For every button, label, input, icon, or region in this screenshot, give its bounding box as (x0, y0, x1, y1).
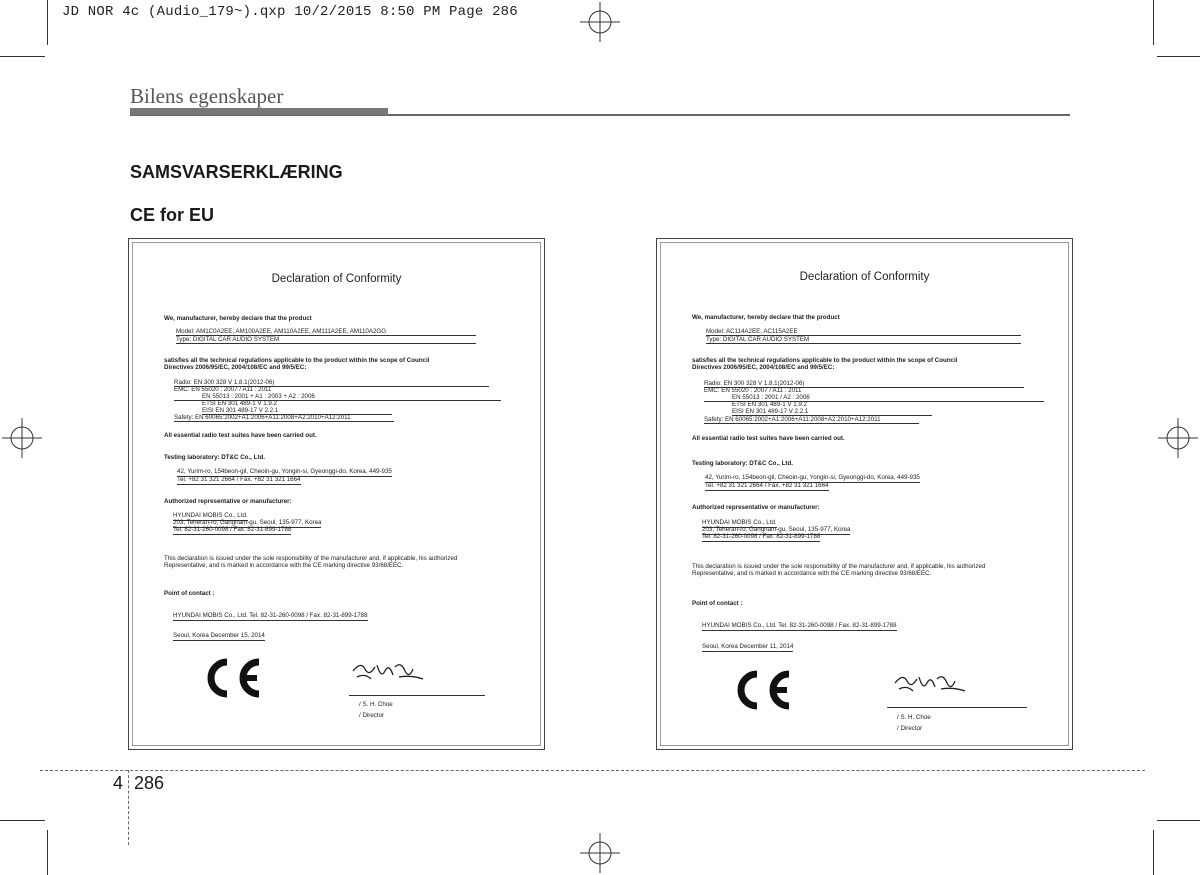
certificate-title: Declaration of Conformity (271, 273, 402, 285)
underline (174, 421, 394, 422)
rep-address: 203, Teheran-ro, Gangnam-gu, Seoul, 135-977, Korea (173, 519, 322, 526)
std-emc-2: EN 55013 : 2001 + A1 : 2003 + A2 : 2006 (202, 393, 315, 400)
crop-mark (47, 830, 48, 875)
certificate-left (128, 238, 545, 750)
footer-dashed-rule (40, 770, 1145, 771)
satisfies-line-1: satisfies all the technical regulations applicable to the product within the scope of Council (164, 357, 430, 364)
registration-mark-icon (2, 418, 42, 458)
type-line: Type: DIGITAL CAR AUDIO SYSTEM (176, 336, 280, 343)
model-line: Model: AM1C0A2EE, AM100A2EE, AM110A2EE, AM111A2EE, AM110A2GG (176, 328, 387, 335)
contact-line: HYUNDAI MOBIS Co., Ltd. Tel. 82-31-260-0098 / Fax. 82-31-899-1788 (173, 612, 368, 619)
crop-mark (1153, 830, 1154, 875)
std-emc: EMC: EN 55020 : 2007 / A11 : 2011 (174, 386, 272, 393)
crop-mark (1157, 56, 1200, 57)
declaration-line-2: Representative, and is marked in accordance with the CE marking directive 93/68/EEC. (164, 562, 404, 569)
footer-dashed-divider (128, 770, 129, 845)
tests-line: All essential radio test suites have been carried out. (692, 435, 845, 442)
contact-line: HYUNDAI MOBIS Co., Ltd. Tel. 82-31-260-0098 / Fax. 82-31-899-1788 (702, 622, 897, 629)
registration-mark-icon (580, 833, 620, 873)
certificate-title: Declaration of Conformity (799, 271, 930, 283)
rep-name: HYUNDAI MOBIS Co., Ltd. (702, 519, 777, 526)
sub-title: CE for EU (130, 205, 215, 225)
signer-title: / Director (897, 725, 923, 732)
std-etsi-1: ETSI EN 301 489-1 V 1.9.2 (732, 401, 807, 408)
page-number: 286 (134, 773, 165, 793)
lab-label: Testing laboratory: DT&C Co., Ltd. (164, 454, 265, 461)
crop-mark (1153, 0, 1154, 45)
lab-label: Testing laboratory: DT&C Co., Ltd. (692, 460, 793, 467)
type-line: Type: DIGITAL CAR AUDIO SYSTEM (706, 336, 810, 343)
tests-line: All essential radio test suites have been carried out. (164, 432, 317, 439)
crop-mark (0, 820, 45, 821)
registration-mark-icon (1158, 418, 1198, 458)
lab-address: 42, Yurim-ro, 154beon-gil, Cheoin-gu, Yongin-si, Gyeonggi-do, Korea, 449-935 (177, 468, 392, 475)
chapter-number: 4 (113, 773, 124, 793)
signer-title: / Director (359, 712, 385, 719)
signature-line (887, 707, 1027, 708)
print-slug: JD NOR 4c (Audio_179~).qxp 10/2/2015 8:50 PM Page 286 (62, 4, 518, 20)
std-etsi-2: EISI EN 301 489-17 V 2.2.1 (202, 407, 279, 414)
satisfies-line-1: satisfies all the technical regulations applicable to the product within the scope of Council (692, 357, 958, 364)
crop-mark (0, 56, 45, 57)
rep-address: 203, Teheran-ro, Gangnam-gu, Seoul, 135-977, Korea (702, 526, 851, 533)
std-radio: Radio: EN 300 328 V 1.8.1(2012-06) (174, 379, 275, 386)
chapter-header-title: Bilens egenskaper (130, 84, 284, 108)
std-etsi-1: ETSI EN 301 489-1 V 1.9.2 (202, 400, 277, 407)
satisfies-line-2: Directives 2006/95/EC, 2004/108/EC and 99/5/EC: (164, 364, 307, 371)
underline (176, 343, 476, 344)
underline (706, 343, 1021, 344)
place-date: Seoul, Korea December 15, 2014 (173, 632, 265, 639)
manufacturer-intro: We, manufacturer, hereby declare that the product (164, 315, 312, 322)
satisfies-line-2: Directives 2006/95/EC, 2004/108/EC and 99/5/EC: (692, 364, 835, 371)
contact-label: Point of contact : (164, 590, 215, 597)
signer-name: / S. H. Choe (897, 714, 931, 721)
rep-label: Authorized representative or manufacturer: (164, 498, 292, 505)
lab-phone: Tel. +82 31 321 2664 / Fax. +82 31 321 1664 (705, 482, 829, 489)
registration-mark-icon (580, 2, 620, 42)
declaration-line-1: This declaration is issued under the sole responsibility of the manufacturer and, if applicable, his authorized (164, 555, 458, 562)
place-date: Seoul, Korea December 11, 2014 (702, 643, 794, 650)
crop-mark (47, 0, 48, 45)
lab-address: 42, Yurim-ro, 154beon-gil, Cheoin-gu, Yongin-si, Gyeonggi-do, Korea, 449-935 (705, 474, 920, 481)
ce-mark-icon (729, 669, 793, 711)
signature-icon (347, 657, 427, 691)
rep-phone: Tel. 82-31-260-0098 / Fax. 82-31-899-1788 (173, 526, 292, 533)
section-title: SAMSVARSERKLÆRING (130, 162, 343, 182)
signer-name: / S. H. Choe (359, 701, 393, 708)
signature-line (349, 695, 485, 696)
rep-label: Authorized representative or manufacturer: (692, 504, 820, 511)
lab-phone: Tel. +82 31 321 2664 / Fax. +82 31 321 1664 (177, 476, 301, 483)
declaration-line-1: This declaration is issued under the sole responsibility of the manufacturer and, if applicable, his authorized (692, 563, 986, 570)
rep-phone: Tel. 82-31-260-0098 / Fax. 82-31-899-1788 (702, 533, 821, 540)
std-safety: Safety: EN 60065:2002+A1:2006+A11:2008+A2:2010+A12:2011 (174, 414, 351, 421)
ce-mark-icon (199, 657, 263, 699)
model-line: Model: AC114A2EE, AC115A2EE (706, 328, 798, 335)
crop-mark (1157, 820, 1200, 821)
std-radio: Radio: EN 300 328 V 1.8.1(2012-06) (704, 380, 805, 387)
std-emc: EMC: EN 55020 : 2007 / A11 : 2011 (704, 387, 802, 394)
contact-label: Point of contact : (692, 600, 743, 607)
std-etsi-2: EISI EN 301 489-17 V 2.2.1 (732, 408, 809, 415)
underline (704, 423, 919, 424)
declaration-line-2: Representative, and is marked in accordance with the CE marking directive 93/68/EEC. (692, 570, 932, 577)
rep-name: HYUNDAI MOBIS Co., Ltd. (173, 512, 248, 519)
certificate-right (656, 238, 1073, 750)
std-emc-2: EN 55013 : 2001 / A2 : 2006 (732, 394, 810, 401)
header-rule-accent (130, 108, 388, 115)
manufacturer-intro: We, manufacturer, hereby declare that the product (692, 314, 840, 321)
signature-icon (889, 669, 969, 703)
std-safety: Safety: EN 60065:2002+A1:2006+A11:2008+A2:2010+A12:2011 (704, 416, 881, 423)
